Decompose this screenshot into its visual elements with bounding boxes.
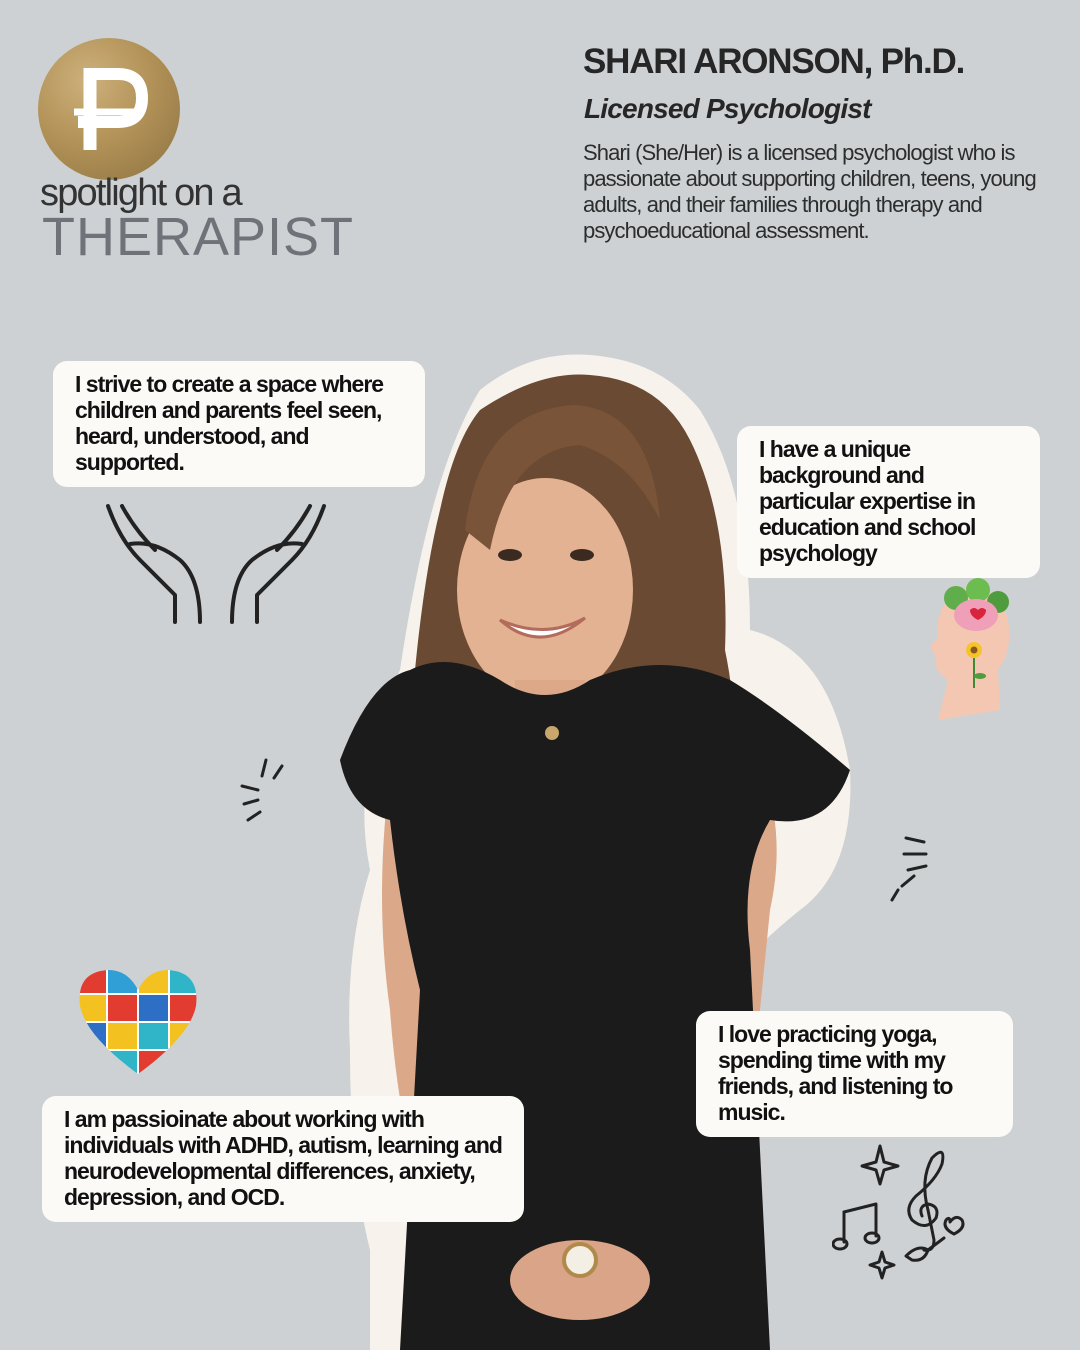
- logo-tagline: spotlight on a: [40, 172, 241, 214]
- quote-bubble-hobbies: I love practicing yoga, spending time with my friends, and listening to music.: [696, 1011, 1013, 1137]
- sparkle-burst-icon: [884, 834, 934, 909]
- quote-bubble-safe-space: I strive to create a space where children and parents feel seen, heard, understood, and supported.: [53, 361, 425, 487]
- sparkle-burst-icon: [238, 756, 288, 831]
- therapist-name: SHARI ARONSON, Ph.D.: [583, 42, 965, 81]
- open-hands-icon: [100, 500, 332, 628]
- p-monogram-icon: [38, 38, 180, 180]
- quote-bubble-expertise: I have a unique background and particular expertise in education and school psychology: [737, 426, 1040, 578]
- therapist-title: Licensed Psychologist: [584, 93, 871, 124]
- quote-bubble-specialties: I am passioinate about working with individuals with ADHD, autism, learning and neurodevelopmental differences, anxiety, depression, and OCD.: [42, 1096, 524, 1222]
- music-notes-icon: [832, 1140, 974, 1282]
- logo-wordmark: THERAPIST: [42, 207, 355, 267]
- brand-logo: [38, 38, 180, 180]
- puzzle-heart-icon: [76, 966, 200, 1078]
- brain-flower-head-icon: [928, 570, 1016, 720]
- therapist-bio: Shari (She/Her) is a licensed psychologist who is passionate about supporting children, teens, young adults, and their families through therapy and psychoeducational assessment.: [583, 140, 1036, 243]
